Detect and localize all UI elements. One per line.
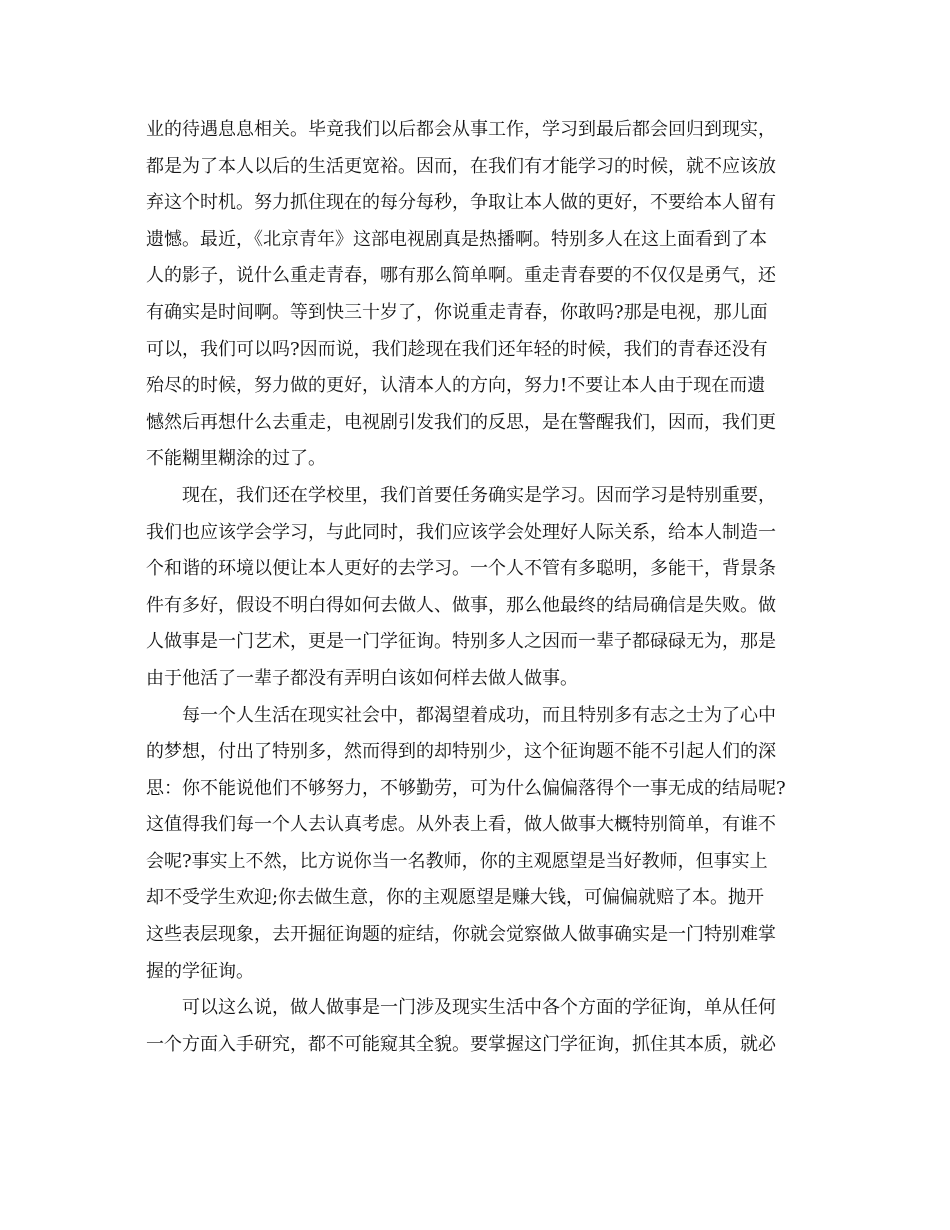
text-line: 有确实是时间啊。等到快三十岁了，你说重走青春，你敢吗?那是电视，那儿面: [146, 301, 768, 323]
text-line: 可以，我们可以吗?因而说，我们趁现在我们还年轻的时候，我们的青春还没有: [146, 338, 768, 360]
text-line: 殆尽的时候，努力做的更好，认清本人的方向，努力!不要让本人由于现在而遗: [146, 375, 766, 397]
text-line: 我们也应该学会学习，与此同时，我们应该学会处理好人际关系，给本人制造一: [146, 521, 776, 543]
text-line: 都是为了本人以后的生活更宽裕。因而，在我们有才能学习的时候，就不应该放: [146, 155, 776, 177]
document-body: [146, 112, 810, 1063]
text-line: 憾然后再想什么去重走，电视剧引发我们的反思，是在警醒我们，因而，我们更: [146, 411, 776, 433]
text-line: 业的待遇息息相关。毕竟我们以后都会从事工作，学习到最后都会回归到现实，: [146, 119, 776, 140]
text-line: 遗憾。最近，《北京青年》这部电视剧真是热播啊。特别多人在这上面看到了本: [146, 228, 767, 250]
text-line: 每一个人生活在现实社会中，都渴望着成功，而且特别多有志之士为了心中: [182, 704, 776, 726]
paragraph-1: [146, 112, 810, 478]
text-line: 的梦想，付出了特别多，然而得到的却特别少，这个征询题不能不引起人们的深: [146, 741, 776, 763]
paragraph-2: [146, 478, 810, 698]
paragraph-3: [146, 698, 810, 991]
text-line: 这值得我们每一个人去认真考虑。从外表上看，做人做事大概特别简单，有谁不: [146, 814, 776, 836]
paragraph-4: [146, 990, 810, 1063]
text-line: 握的学征询。: [146, 960, 254, 982]
text-line: 现在，我们还在学校里，我们首要任务确实是学习。因而学习是特别重要，: [182, 484, 776, 506]
text-line: 可以这么说，做人做事是一门涉及现实生活中各个方面的学征询，单从任何: [182, 997, 776, 1019]
text-line: 个和谐的环境以便让本人更好的去学习。一个人不管有多聪明，多能干，背景条: [146, 558, 776, 580]
text-line: 由于他活了一辈子都没有弄明白该如何样去做人做事。: [146, 667, 578, 689]
text-line: 弃这个时机。努力抓住现在的每分每秒，争取让本人做的更好，不要给本人留有: [146, 192, 776, 214]
text-line: 人做事是一门艺术，更是一门学征询。特别多人之因而一辈子都碌碌无为，那是: [146, 631, 776, 653]
text-line: 这些表层现象，去开掘征询题的症结，你就会觉察做人做事确实是一门特别难掌: [146, 924, 776, 946]
text-line: 会呢?事实上不然，比方说你当一名教师，你的主观愿望是当好教师，但事实上: [146, 850, 768, 872]
text-line: 一个方面入手研究，都不可能窥其全貌。要掌握这门学征询，抓住其本质，就必: [146, 1033, 776, 1055]
text-line: 件有多好，假设不明白得如何去做人、做事，那么他最终的结局确信是失败。做: [146, 594, 776, 616]
text-line: 不能糊里糊涂的过了。: [146, 448, 326, 470]
text-line: 思：你不能说他们不够努力，不够勤劳，可为什么偏偏落得个一事无成的结局呢?: [146, 777, 786, 799]
text-line: 人的影子，说什么重走青春，哪有那么简单啊。重走青春要的不仅仅是勇气，还: [146, 265, 776, 287]
text-line: 却不受学生欢迎;你去做生意，你的主观愿望是赚大钱，可偏偏就赔了本。抛开: [146, 887, 765, 909]
